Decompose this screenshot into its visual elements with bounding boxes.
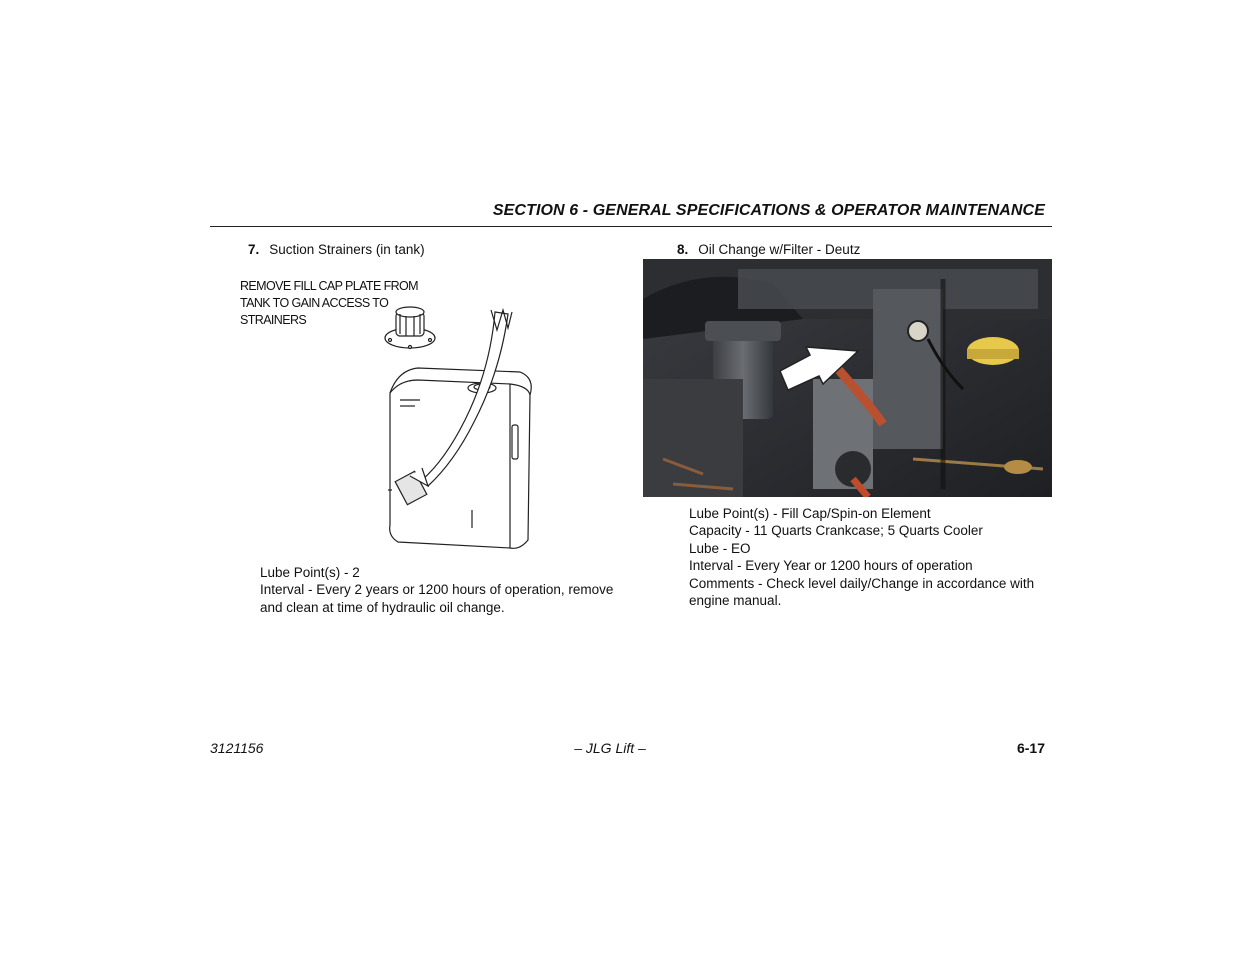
callout-line: REMOVE FILL CAP PLATE FROM — [240, 279, 418, 293]
item-7-title: Suction Strainers (in tank) — [269, 242, 425, 257]
section-title: SECTION 6 - GENERAL SPECIFICATIONS & OPERATOR MAINTENANCE — [492, 202, 1045, 219]
detail-line: Comments - Check level daily/Change in accordance with — [689, 575, 1035, 591]
detail-line: Lube Point(s) - Fill Cap/Spin-on Element — [689, 506, 931, 521]
callout-line: STRAINERS — [240, 313, 307, 327]
detail-line: Capacity - 11 Quarts Crankcase; 5 Quarts Cooler — [689, 523, 983, 539]
header-rule — [210, 226, 1052, 227]
detail-line: Lube Point(s) - 2 — [260, 565, 360, 580]
tank-body-drawing — [388, 368, 531, 548]
item-8-title: Oil Change w/Filter - Deutz — [698, 242, 861, 257]
footer-center-text: – JLG Lift – — [574, 740, 646, 756]
page-number: 6-17 — [1016, 740, 1045, 756]
item-8-details — [689, 505, 1034, 609]
engine-photo — [643, 259, 1052, 497]
detail-line: Interval - Every Year or 1200 hours of operation — [689, 558, 973, 574]
item-8-number: 8. — [677, 242, 689, 257]
item-7-heading — [248, 242, 425, 257]
detail-line: engine manual. — [689, 593, 782, 609]
item-7-details — [260, 564, 613, 616]
detail-line: Interval - Every 2 years or 1200 hours of operation, remove — [260, 582, 614, 598]
engine-oil-filter-picture — [643, 259, 1052, 497]
detail-line: Lube - EO — [689, 540, 751, 556]
item-7-number: 7. — [248, 242, 260, 257]
document-number: 3121156 — [210, 740, 264, 756]
item-8-heading — [677, 242, 860, 257]
callout-line: TANK TO GAIN ACCESS TO — [240, 296, 389, 310]
fill-cap-drawing — [385, 307, 435, 349]
hydraulic-tank-illustration — [370, 300, 540, 555]
detail-line: and clean at time of hydraulic oil change. — [260, 599, 505, 615]
